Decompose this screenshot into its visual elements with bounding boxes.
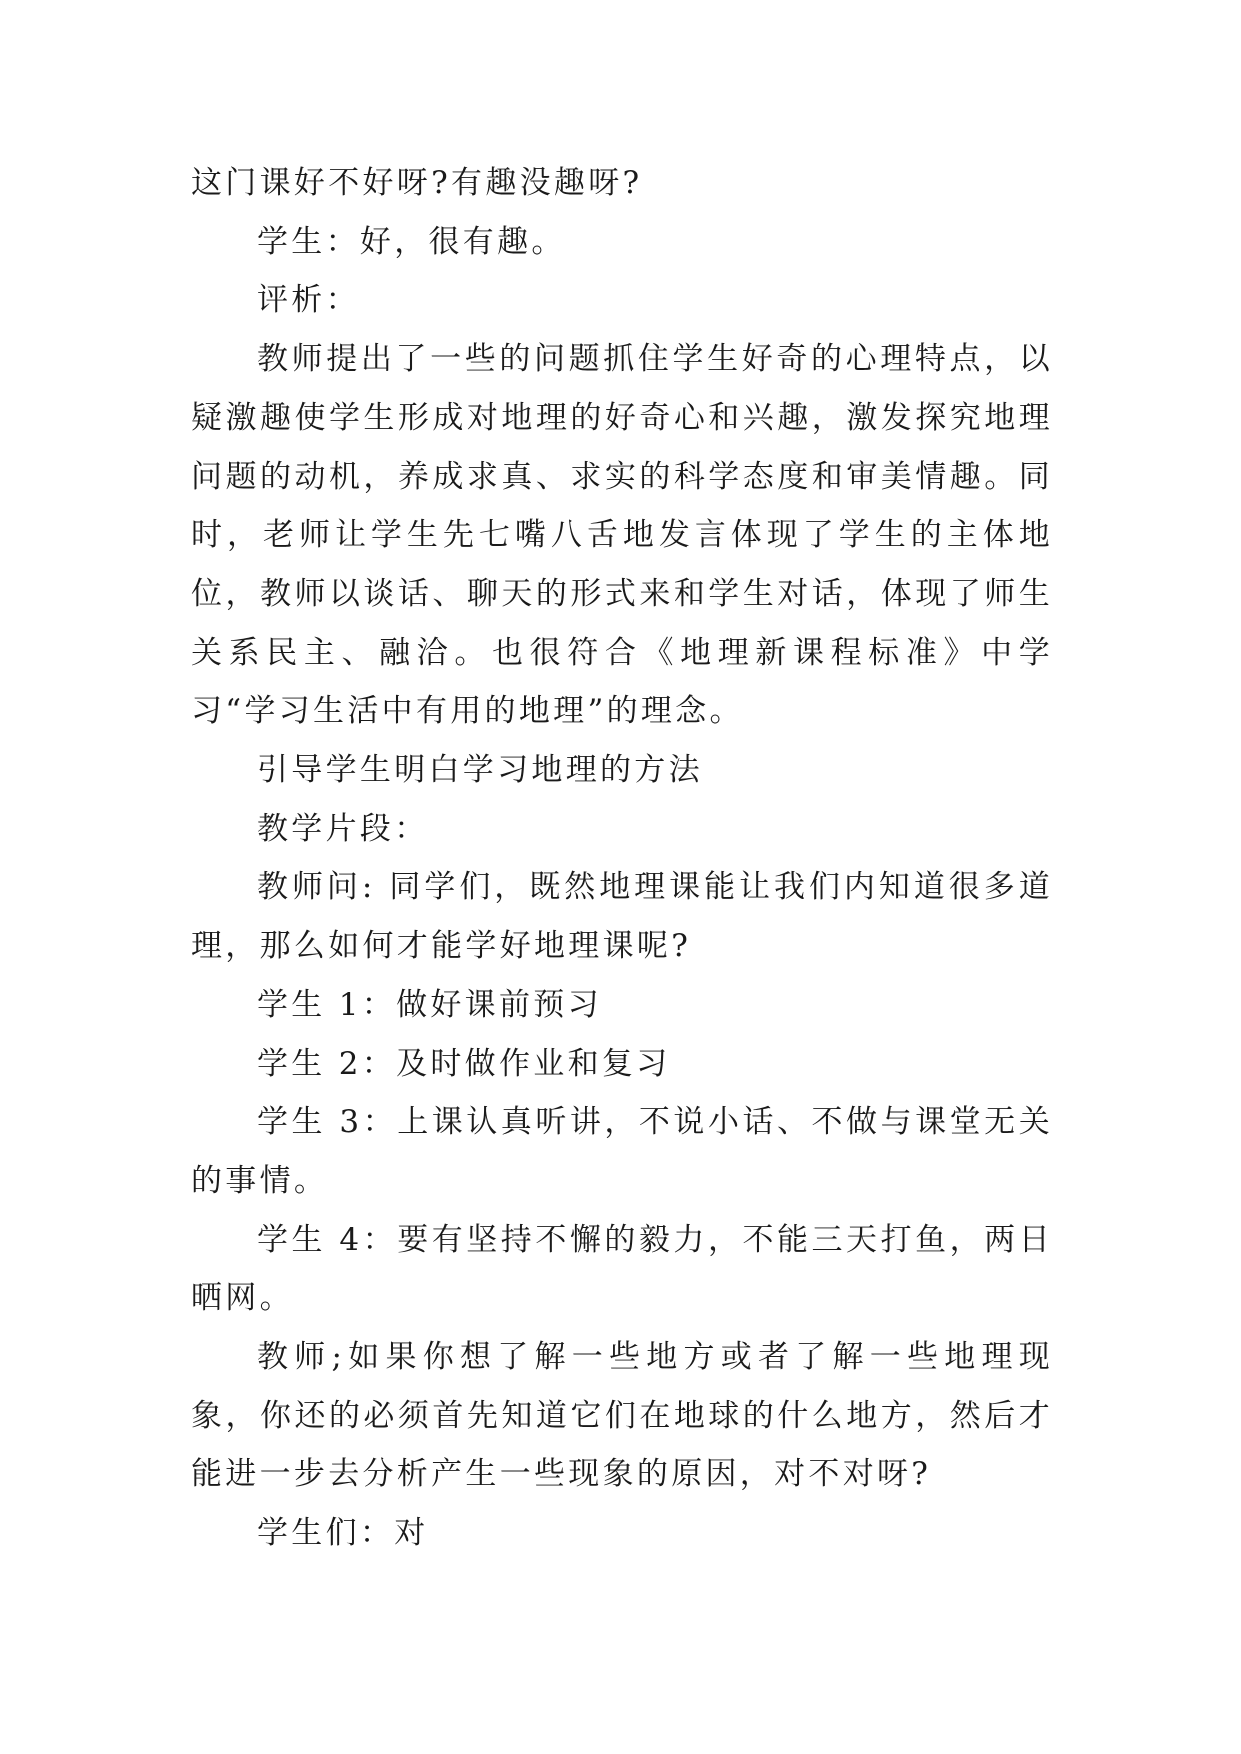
- paragraph-13: 学生们：对: [257, 1515, 429, 1552]
- paragraph-2: 学生：好，很有趣。: [257, 223, 566, 260]
- paragraph-10: 学生 3：上课认真听讲，不说小话、不做与课堂无关的事情。: [191, 1104, 1053, 1199]
- paragraph-9: 学生 2：及时做作业和复习: [257, 1045, 671, 1082]
- paragraph-5: 引导学生明白学习地理的方法: [257, 752, 703, 789]
- paragraph-3: 评析：: [257, 282, 360, 319]
- paragraph-1: 这门课好不好呀?有趣没趣呀?: [191, 165, 643, 201]
- paragraph-8: 学生 1：做好课前预习: [257, 986, 602, 1023]
- paragraph-7: 教师问: 同学们，既然地理课能让我们内知道很多道理，那么如何才能学好地理课呢?: [191, 869, 1053, 965]
- paragraph-12: 教师;如果你想了解一些地方或者了解一些地理现象，你还的必须首先知道它们在地球的什么地方，然后才能进一步去分析产生一些现象的原因，对不对呀?: [191, 1339, 1053, 1493]
- document-body: [191, 154, 1053, 1563]
- paragraph-4: 教师提出了一些的问题抓住学生好奇的心理特点，以疑激趣使学生形成对地理的好奇心和兴趣，激发探究地理问题的动机，养成求真、求实的科学态度和审美情趣。同时，老师让学生先七嘴八舌地发言体现了学生的主体地位，教师以谈话、聊天的形式来和学生对话，体现了师生关系民主、融洽。也很符合《地理新课程标准》中学习“学习生活中有用的地理”的理念。: [191, 341, 1053, 730]
- paragraph-11: 学生 4：要有坚持不懈的毅力，不能三天打鱼，两日晒网。: [191, 1221, 1053, 1317]
- paragraph-6: 教学片段：: [257, 810, 429, 847]
